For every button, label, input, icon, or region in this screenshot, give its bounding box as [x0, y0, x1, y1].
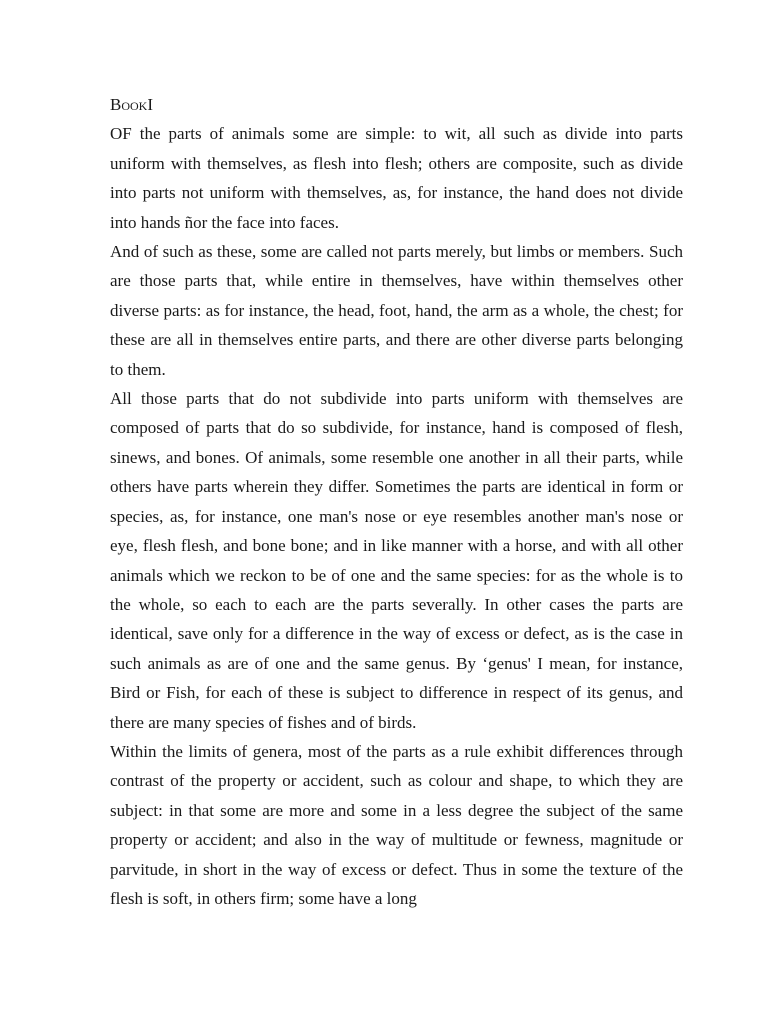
- body-text: [110, 90, 683, 913]
- paragraph-1: OF the parts of animals some are simple: to wit, all such as divide into parts uniform with themselves, as flesh into flesh; others are composite, such as divide into parts not uniform with themselves, as, for instance, the hand does not divide into hands ñor the face into faces.: [110, 124, 683, 232]
- paragraph-4: Within the limits of genera, most of the parts as a rule exhibit differences through contrast of the property or accident, such as colour and shape, to which they are subject: in that some are more and some in a less degree the subject of the same property or accident; and also in the way of multitude or fewness, magnitude or parvitude, in short in the way of excess or defect. Thus in some the texture of the flesh is soft, in others firm; some have a long: [110, 741, 683, 908]
- book-heading: BookI: [110, 95, 153, 114]
- paragraph-2: And of such as these, some are called not parts merely, but limbs or members. Such are those parts that, while entire in themselves, have within themselves other diverse parts: as for instance, the head, foot, hand, the arm as a whole, the chest; for these are all in themselves entire parts, and there are other diverse parts belonging to them.: [110, 242, 683, 379]
- paragraph-3: All those parts that do not subdivide into parts uniform with themselves are composed of parts that do so subdivide, for instance, hand is composed of flesh, sinews, and bones. Of animals, some resemble one another in all their parts, while others have parts wherein they differ. Sometimes the parts are identical in form or species, as, for instance, one man's nose or eye resembles another man's nose or eye, flesh flesh, and bone bone; and in like manner with a horse, and with all other animals which we reckon to be of one and the same species: for as the whole is to the whole, so each to each are the parts severally. In other cases the parts are identical, save only for a difference in the way of excess or defect, as is the case in such animals as are of one and the same genus. By ‘genus' I mean, for instance, Bird or Fish, for each of these is subject to difference in respect of its genus, and there are many species of fishes and of birds.: [110, 389, 683, 732]
